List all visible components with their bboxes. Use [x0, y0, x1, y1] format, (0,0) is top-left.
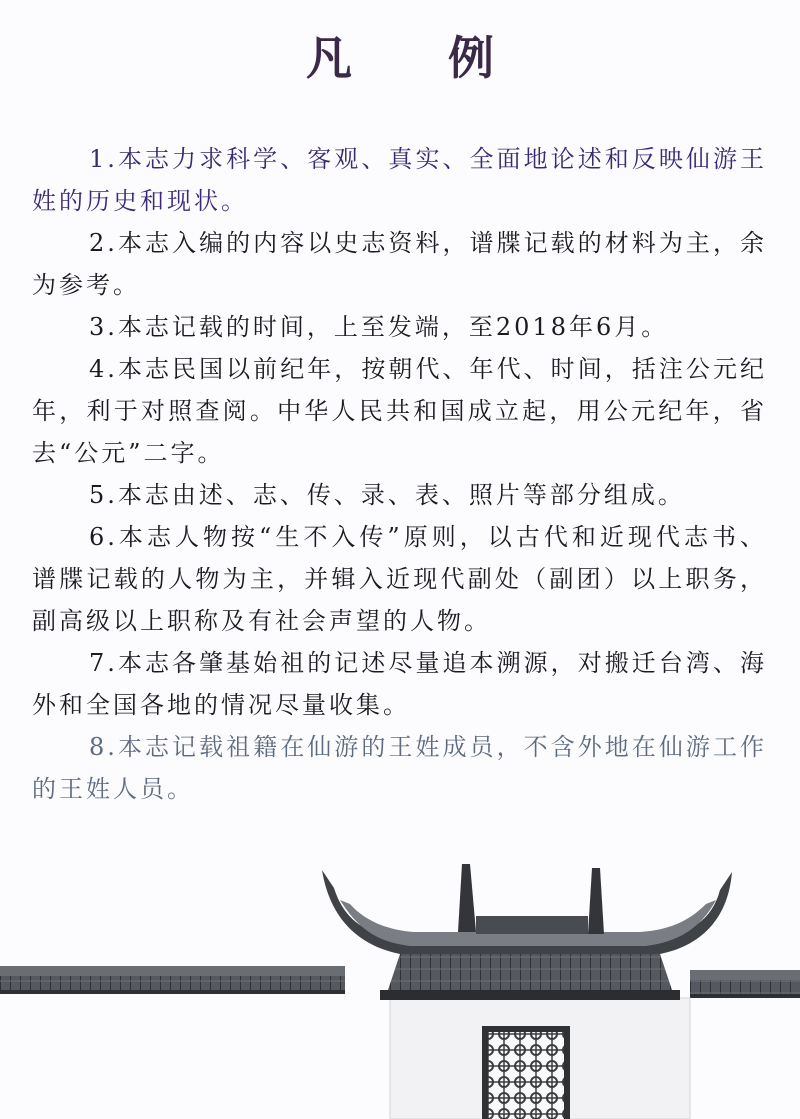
right-wall-coping	[690, 970, 800, 998]
rule-paragraph-5: 5.本志由述、志、传、录、表、照片等部分组成。	[89, 481, 685, 509]
rule-paragraph-2: 2.本志入编的内容以史志资料，谱牒记载的材料为主，余为参考。	[32, 229, 767, 299]
rule-paragraph-7: 7.本志各肇基始祖的记述尽量追本溯源，对搬迁台湾、海外和全国各地的情况尽量收集。	[32, 649, 767, 719]
rule-paragraph-1: 1.本志力求科学、客观、真实、全面地论述和反映仙游王姓的历史和现状。	[32, 145, 767, 215]
rule-paragraph-8: 8.本志记载祖籍在仙游的王姓成员，不含外地在仙游工作的王姓人员。	[32, 733, 767, 803]
document-body	[32, 138, 767, 810]
rule-paragraph-3: 3.本志记载的时间，上至发端，至2018年6月。	[89, 313, 669, 341]
left-wall-coping	[0, 966, 345, 994]
chinese-architecture-illustration	[0, 850, 800, 1119]
rule-paragraph-6: 6.本志人物按“生不入传”原则，以古代和近现代志书、谱牒记载的人物为主，并辑入近现代副处（副团）以上职务，副高级以上职称及有社会声望的人物。	[32, 523, 767, 635]
page-title: 凡 例	[305, 31, 534, 85]
pavilion-roof	[322, 864, 732, 1000]
rule-paragraph-4: 4.本志民国以前纪年，按朝代、年代、时间，括注公元纪年，利于对照查阅。中华人民共和国成立起，用公元纪年，省去“公元”二字。	[32, 355, 767, 467]
lattice-window	[482, 1026, 570, 1119]
